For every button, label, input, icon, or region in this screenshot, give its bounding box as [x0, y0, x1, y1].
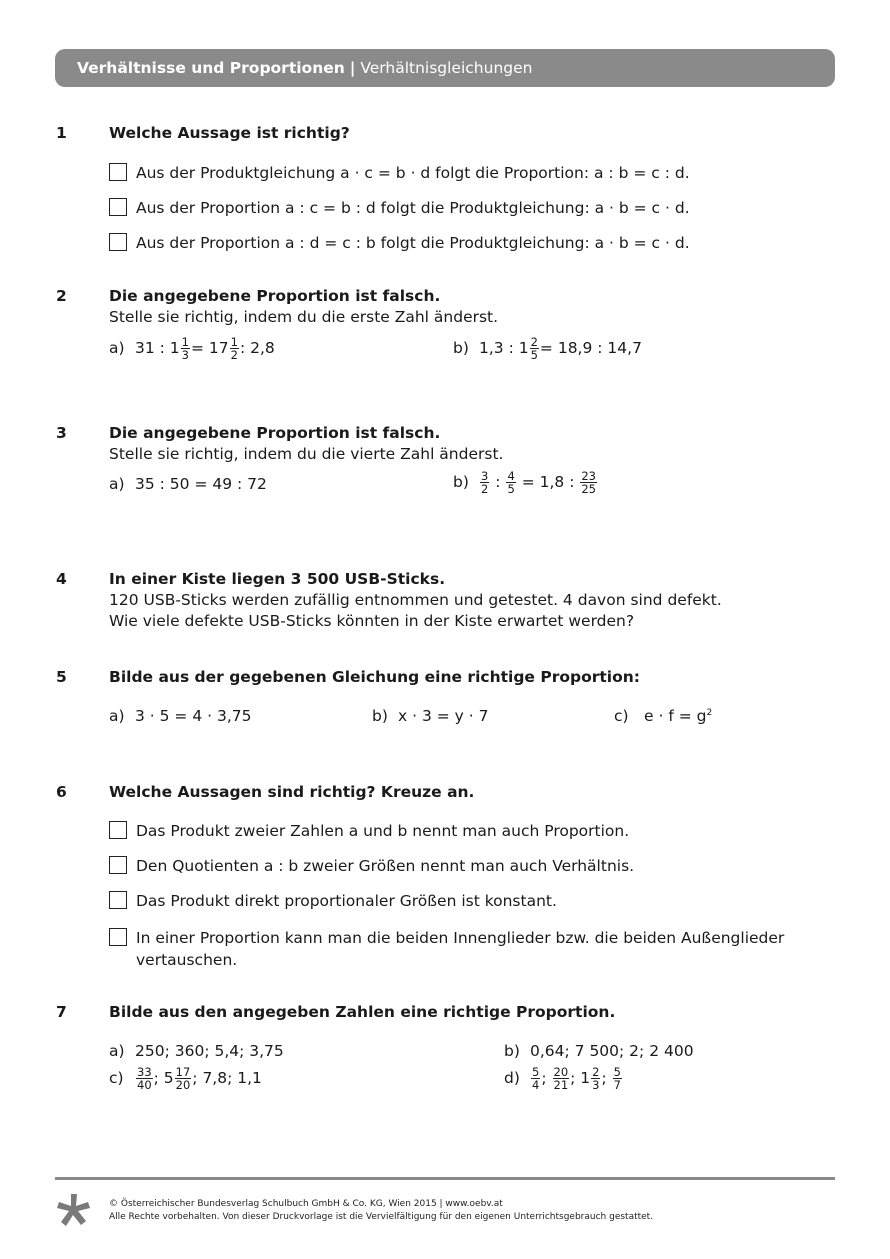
- task-3b-mid: = 1,8 :: [521, 473, 575, 491]
- publisher-logo-icon: [55, 1192, 91, 1228]
- task-6-question: Welche Aussagen sind richtig? Kreuze an.: [109, 783, 475, 801]
- task-5-number: 5: [56, 668, 67, 686]
- task-7c-fraction-1: $\frac{33}{40}$: [137, 1065, 152, 1092]
- task-3-number: 3: [56, 424, 67, 442]
- task-7d-fraction-4: $\frac{5}{7}$: [613, 1065, 621, 1092]
- task-7d-sep-1: ;: [541, 1069, 547, 1087]
- header-subtopic: Verhältnisgleichungen: [360, 59, 533, 77]
- task-2a-part2: = 17: [191, 339, 229, 357]
- task-6-checkbox-4[interactable]: [109, 928, 127, 946]
- task-1-number: 1: [56, 124, 67, 142]
- task-5a: [109, 707, 252, 725]
- task-2b-part2: = 18,9 : 14,7: [539, 339, 642, 357]
- task-7d-fraction-2: $\frac{20}{21}$: [553, 1065, 569, 1092]
- task-1-option-2: Aus der Proportion a : c = b : d folgt die Produktgleichung: a · b = c · d.: [136, 199, 690, 217]
- task-2b: [453, 336, 642, 361]
- task-7-question: Bilde aus den angegeben Zahlen eine richtige Proportion.: [109, 1003, 616, 1021]
- task-7b-label: b): [504, 1042, 520, 1060]
- task-3-instruction: Stelle sie richtig, indem du die vierte Zahl änderst.: [109, 445, 504, 463]
- task-3a-label: a): [109, 475, 125, 493]
- task-6-option-4: In einer Proportion kann man die beiden Innenglieder bzw. die beiden Außenglieder: [136, 929, 785, 947]
- task-2a: [109, 336, 275, 361]
- task-1-checkbox-2[interactable]: [109, 198, 127, 216]
- task-5-question: Bilde aus der gegebenen Gleichung eine richtige Proportion:: [109, 668, 640, 686]
- task-3b-fraction-3: $\frac{23}{25}$: [581, 469, 596, 496]
- page-header: [55, 49, 835, 87]
- task-4-line-2: Wie viele defekte USB-Sticks könnten in der Kiste erwartet werden?: [109, 612, 635, 630]
- task-6-checkbox-3[interactable]: [109, 891, 127, 909]
- task-5c-label: c): [614, 707, 629, 725]
- task-1-option-3: Aus der Proportion a : d = c : b folgt die Produktgleichung: a · b = c · d.: [136, 234, 690, 252]
- task-3b-sep: :: [495, 473, 501, 491]
- task-5a-label: a): [109, 707, 125, 725]
- task-7c: [109, 1066, 262, 1091]
- footer-divider: [55, 1177, 835, 1180]
- task-5b-text: x · 3 = y · 7: [398, 707, 489, 725]
- task-1-question: Welche Aussage ist richtig?: [109, 124, 350, 142]
- task-7c-sep-2: ; 7,8; 1,1: [192, 1069, 262, 1087]
- task-3b: [453, 470, 598, 495]
- task-2a-fraction-1: $\frac{1}{3}$: [181, 335, 189, 362]
- task-7d-sep-3: ;: [601, 1069, 607, 1087]
- task-7d-fraction-1: $\frac{5}{4}$: [532, 1065, 540, 1092]
- task-4-question: In einer Kiste liegen 3 500 USB-Sticks.: [109, 570, 446, 588]
- header-separator: |: [349, 59, 356, 77]
- task-7d-sep-2: ; 1: [570, 1069, 591, 1087]
- task-7b: [504, 1042, 694, 1060]
- task-3-question: Die angegebene Proportion ist falsch.: [109, 424, 441, 442]
- task-2b-fraction: $\frac{2}{5}$: [530, 335, 538, 362]
- task-3a-text: 35 : 50 = 49 : 72: [135, 475, 267, 493]
- task-5b: [372, 707, 488, 725]
- task-7a-label: a): [109, 1042, 125, 1060]
- task-4-line-1: 120 USB-Sticks werden zufällig entnommen und getestet. 4 davon sind defekt.: [109, 591, 722, 609]
- task-7d-label: d): [504, 1069, 520, 1087]
- task-2-number: 2: [56, 287, 67, 305]
- task-6-option-1: Das Produkt zweier Zahlen a und b nennt man auch Proportion.: [136, 822, 630, 840]
- task-7d-fraction-3: $\frac{2}{3}$: [592, 1065, 600, 1092]
- task-2a-fraction-2: $\frac{1}{2}$: [230, 335, 238, 362]
- task-5c: [614, 707, 712, 725]
- task-6-checkbox-1[interactable]: [109, 821, 127, 839]
- task-5c-exponent: 2: [706, 707, 713, 718]
- task-5c-text: e · f = g: [644, 707, 707, 725]
- task-1-checkbox-3[interactable]: [109, 233, 127, 251]
- footer-copyright: © Österreichischer Bundesverlag Schulbuch GmbH & Co. KG, Wien 2015 | www.oebv.at: [109, 1199, 503, 1209]
- task-6-number: 6: [56, 783, 67, 801]
- task-7-number: 7: [56, 1003, 67, 1021]
- task-7a: [109, 1042, 284, 1060]
- task-6-option-3: Das Produkt direkt proportionaler Größen ist konstant.: [136, 892, 557, 910]
- task-7c-sep-1: ; 5: [153, 1069, 174, 1087]
- footer-rights: Alle Rechte vorbehalten. Von dieser Druckvorlage ist die Vervielfältigung für den eigenen Unterrichtsgebrauch gestattet.: [109, 1212, 654, 1222]
- task-7d: [504, 1066, 623, 1091]
- task-3b-label: b): [453, 473, 469, 491]
- task-6-checkbox-2[interactable]: [109, 856, 127, 874]
- task-3a: [109, 475, 267, 493]
- task-1-checkbox-1[interactable]: [109, 163, 127, 181]
- task-6-option-2: Den Quotienten a : b zweier Größen nennt man auch Verhältnis.: [136, 857, 635, 875]
- task-2-instruction: Stelle sie richtig, indem du die erste Zahl änderst.: [109, 308, 499, 326]
- task-2b-part1: 1,3 : 1: [479, 339, 529, 357]
- task-6-option-4-continued: vertauschen.: [136, 951, 238, 969]
- task-3b-fraction-2: $\frac{4}{5}$: [507, 469, 515, 496]
- task-5b-label: b): [372, 707, 388, 725]
- header-topic: Verhältnisse und Proportionen: [77, 59, 345, 77]
- task-1-option-1: Aus der Produktgleichung a · c = b · d folgt die Proportion: a : b = c : d.: [136, 164, 690, 182]
- task-2a-label: a): [109, 339, 125, 357]
- task-7c-label: c): [109, 1069, 124, 1087]
- task-4-number: 4: [56, 570, 67, 588]
- task-2b-label: b): [453, 339, 469, 357]
- task-7c-fraction-2: $\frac{17}{20}$: [175, 1065, 191, 1092]
- task-5a-text: 3 · 5 = 4 · 3,75: [135, 707, 252, 725]
- task-2a-part1: 31 : 1: [135, 339, 180, 357]
- task-7a-text: 250; 360; 5,4; 3,75: [135, 1042, 284, 1060]
- task-7b-text: 0,64; 7 500; 2; 2 400: [530, 1042, 694, 1060]
- task-2-question: Die angegebene Proportion ist falsch.: [109, 287, 441, 305]
- task-2a-part3: : 2,8: [239, 339, 275, 357]
- task-3b-fraction-1: $\frac{3}{2}$: [481, 469, 489, 496]
